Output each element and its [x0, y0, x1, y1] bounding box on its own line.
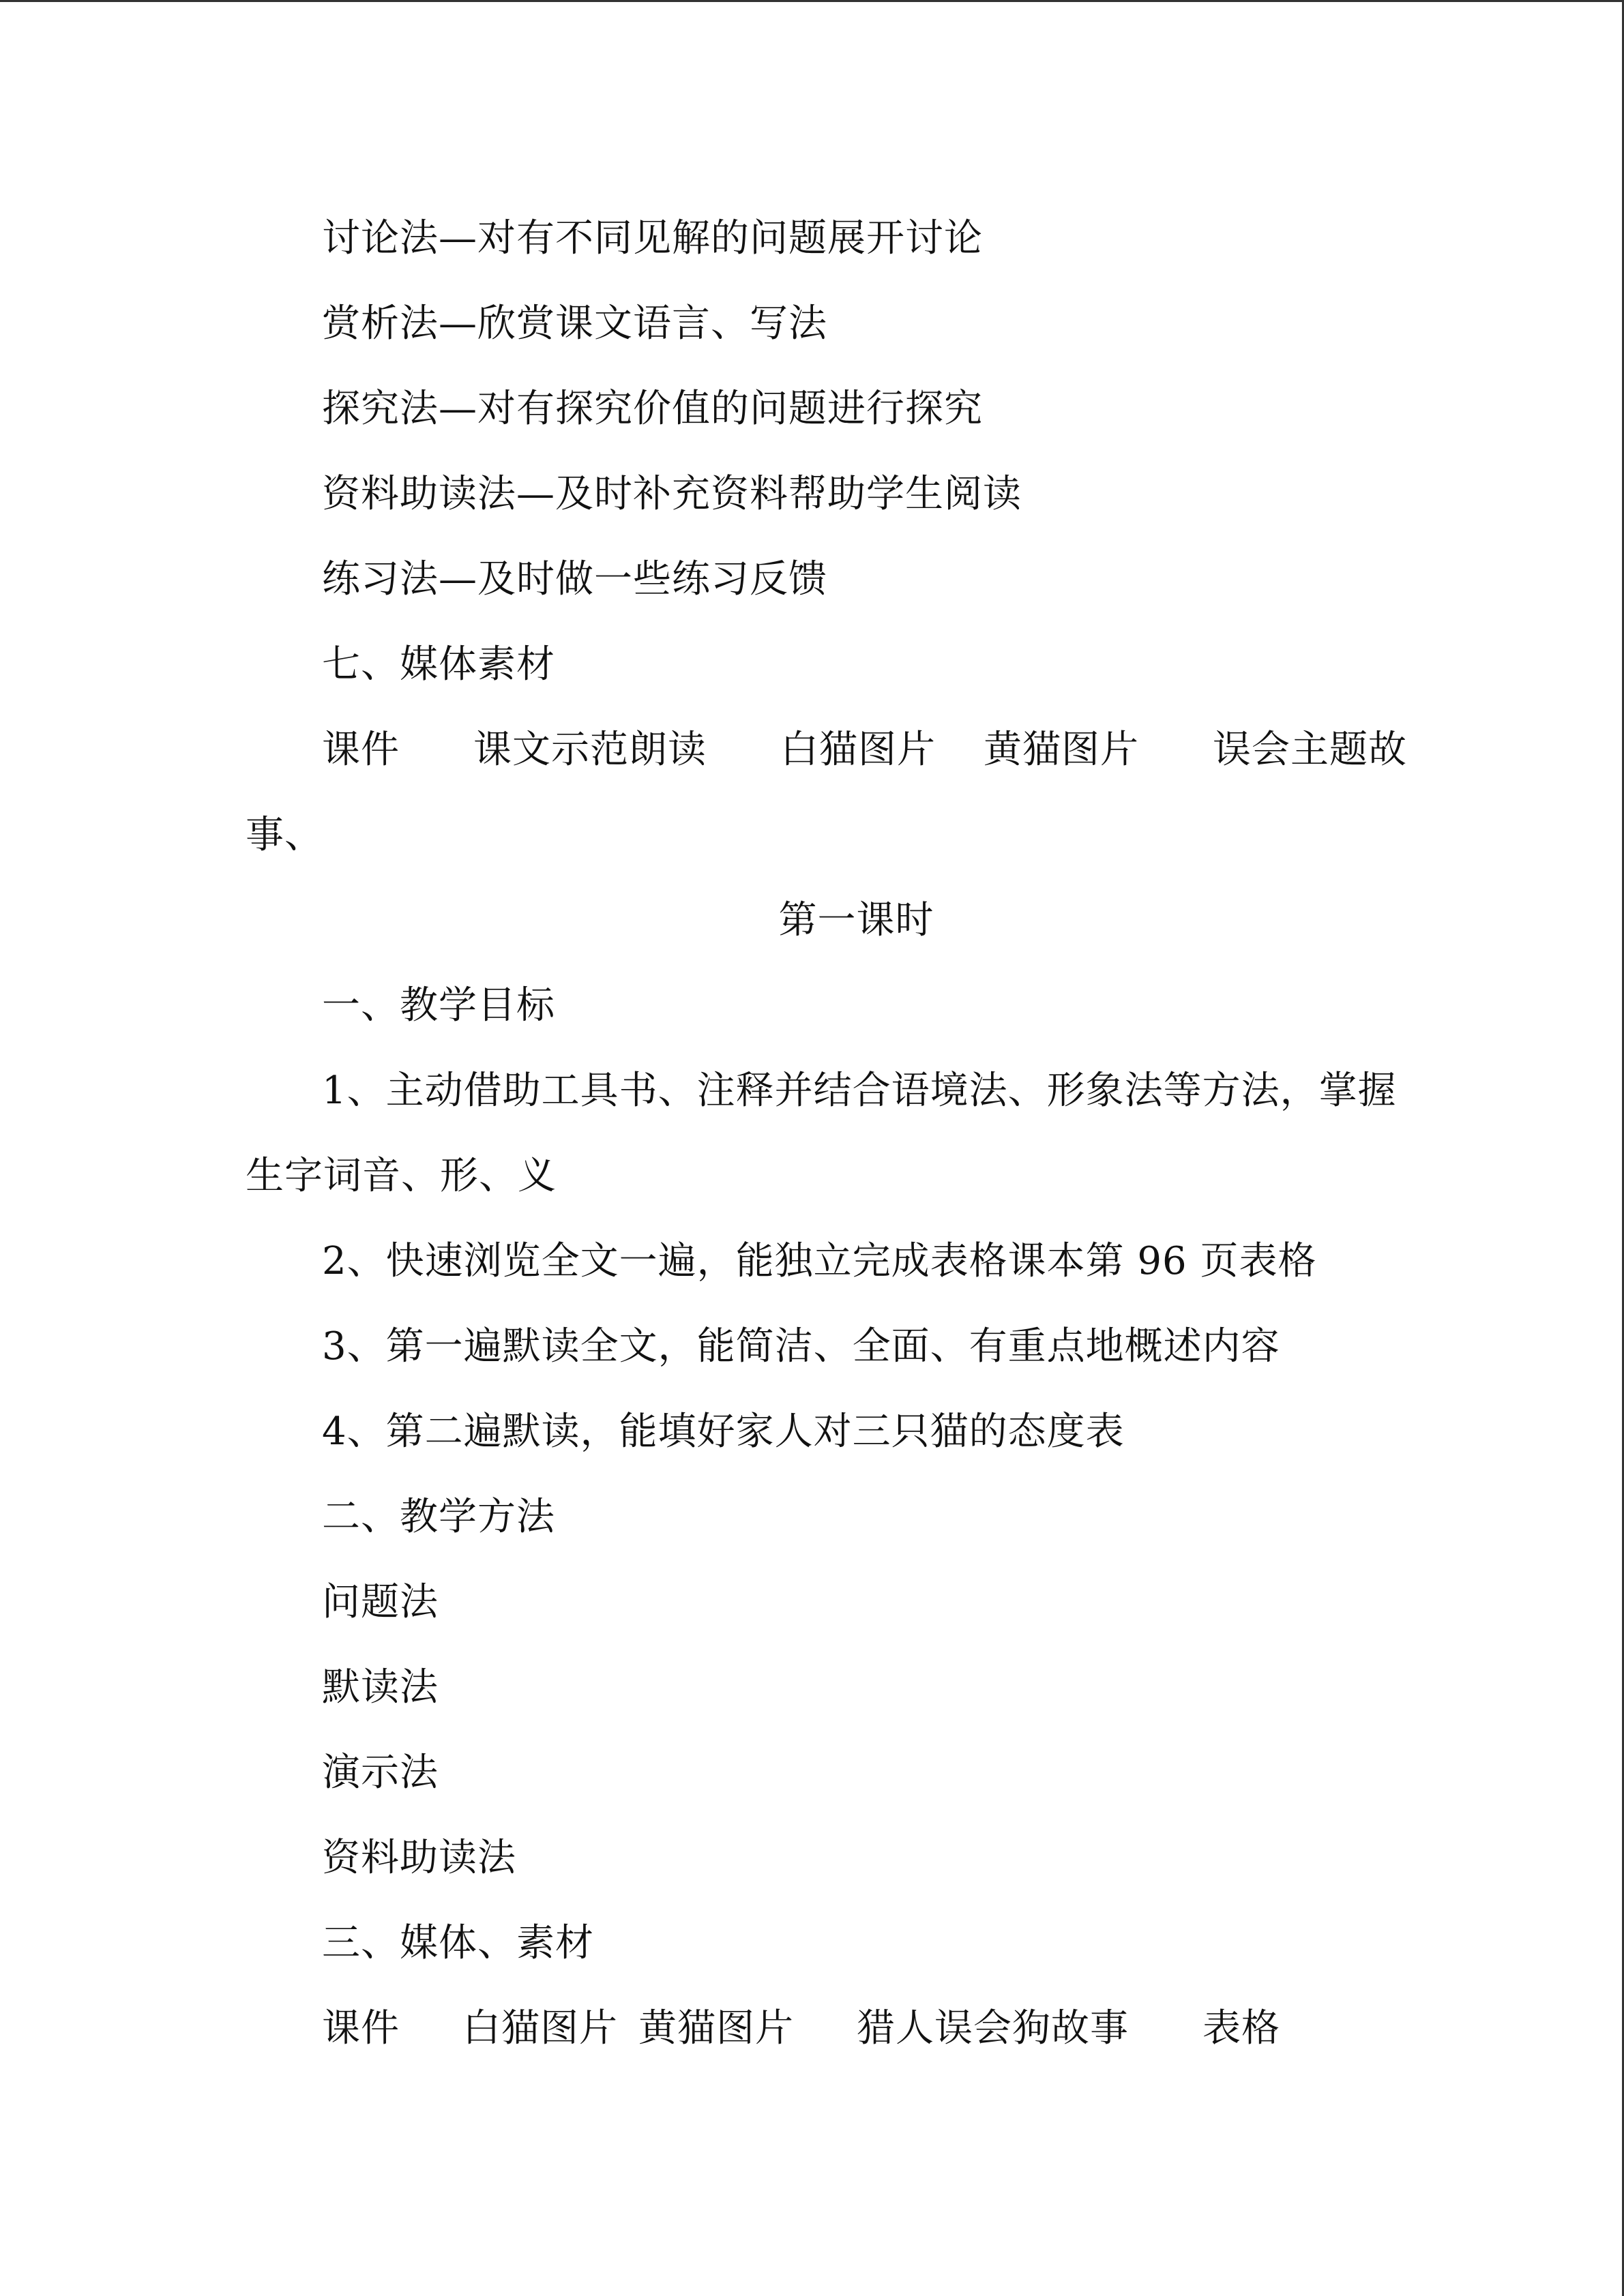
material-yellow-cat: 黄猫图片 [638, 2006, 794, 2051]
page-border-top [0, 0, 1624, 2]
media-item-yellow-cat: 黄猫图片 [984, 728, 1139, 772]
objective-1: 1、主动借助工具书、注释并结合语境法、形象法等方法，掌握 [322, 1069, 1397, 1113]
media-item-model-reading: 课文示范朗读 [473, 728, 707, 772]
media-item-white-cat: 白猫图片 [780, 728, 936, 772]
section-heading-media: 七、媒体素材 [322, 642, 555, 687]
section-heading-methods: 二、教学方法 [322, 1495, 555, 1539]
objective-3: 3、第一遍默读全文，能简洁、全面、有重点地概述内容 [322, 1324, 1280, 1369]
method-question: 问题法 [322, 1580, 439, 1624]
material-table: 表格 [1202, 2006, 1280, 2051]
objective-2: 2、快速浏览全文一遍，能独立完成表格课本第 96 页表格 [322, 1239, 1317, 1283]
method-demonstration: 演示法 [322, 1750, 439, 1795]
material-hunter-dog-story: 猎人误会狗故事 [857, 2006, 1129, 2051]
method-silent-reading: 默读法 [322, 1665, 439, 1710]
material-courseware: 课件 [322, 2006, 400, 2051]
media-item-misunderstanding-story: 误会主题故 [1213, 728, 1407, 772]
method-appreciation: 赏析法—欣赏课文语言、写法 [322, 301, 827, 346]
objective-1-continuation: 生字词音、形、义 [246, 1154, 557, 1198]
material-white-cat: 白猫图片 [462, 2006, 618, 2051]
method-reference: 资料助读法 [322, 1836, 516, 1880]
materials-list-row [322, 2004, 1280, 2053]
method-discussion: 讨论法—对有不同见解的问题展开讨论 [322, 216, 983, 260]
method-inquiry: 探究法—对有探究价值的问题进行探究 [322, 387, 983, 431]
lesson-title: 第一课时 [778, 898, 934, 942]
media-item-courseware: 课件 [322, 728, 400, 772]
media-list-row [322, 726, 1407, 775]
section-heading-materials: 三、媒体、素材 [322, 1921, 594, 1965]
method-reference-reading: 资料助读法—及时补充资料帮助学生阅读 [322, 472, 1022, 516]
section-heading-objectives: 一、教学目标 [322, 983, 555, 1028]
method-practice: 练习法—及时做一些练习反馈 [322, 557, 827, 601]
media-list-continuation: 事、 [246, 813, 323, 857]
objective-4: 4、第二遍默读，能填好家人对三只猫的态度表 [322, 1410, 1125, 1454]
